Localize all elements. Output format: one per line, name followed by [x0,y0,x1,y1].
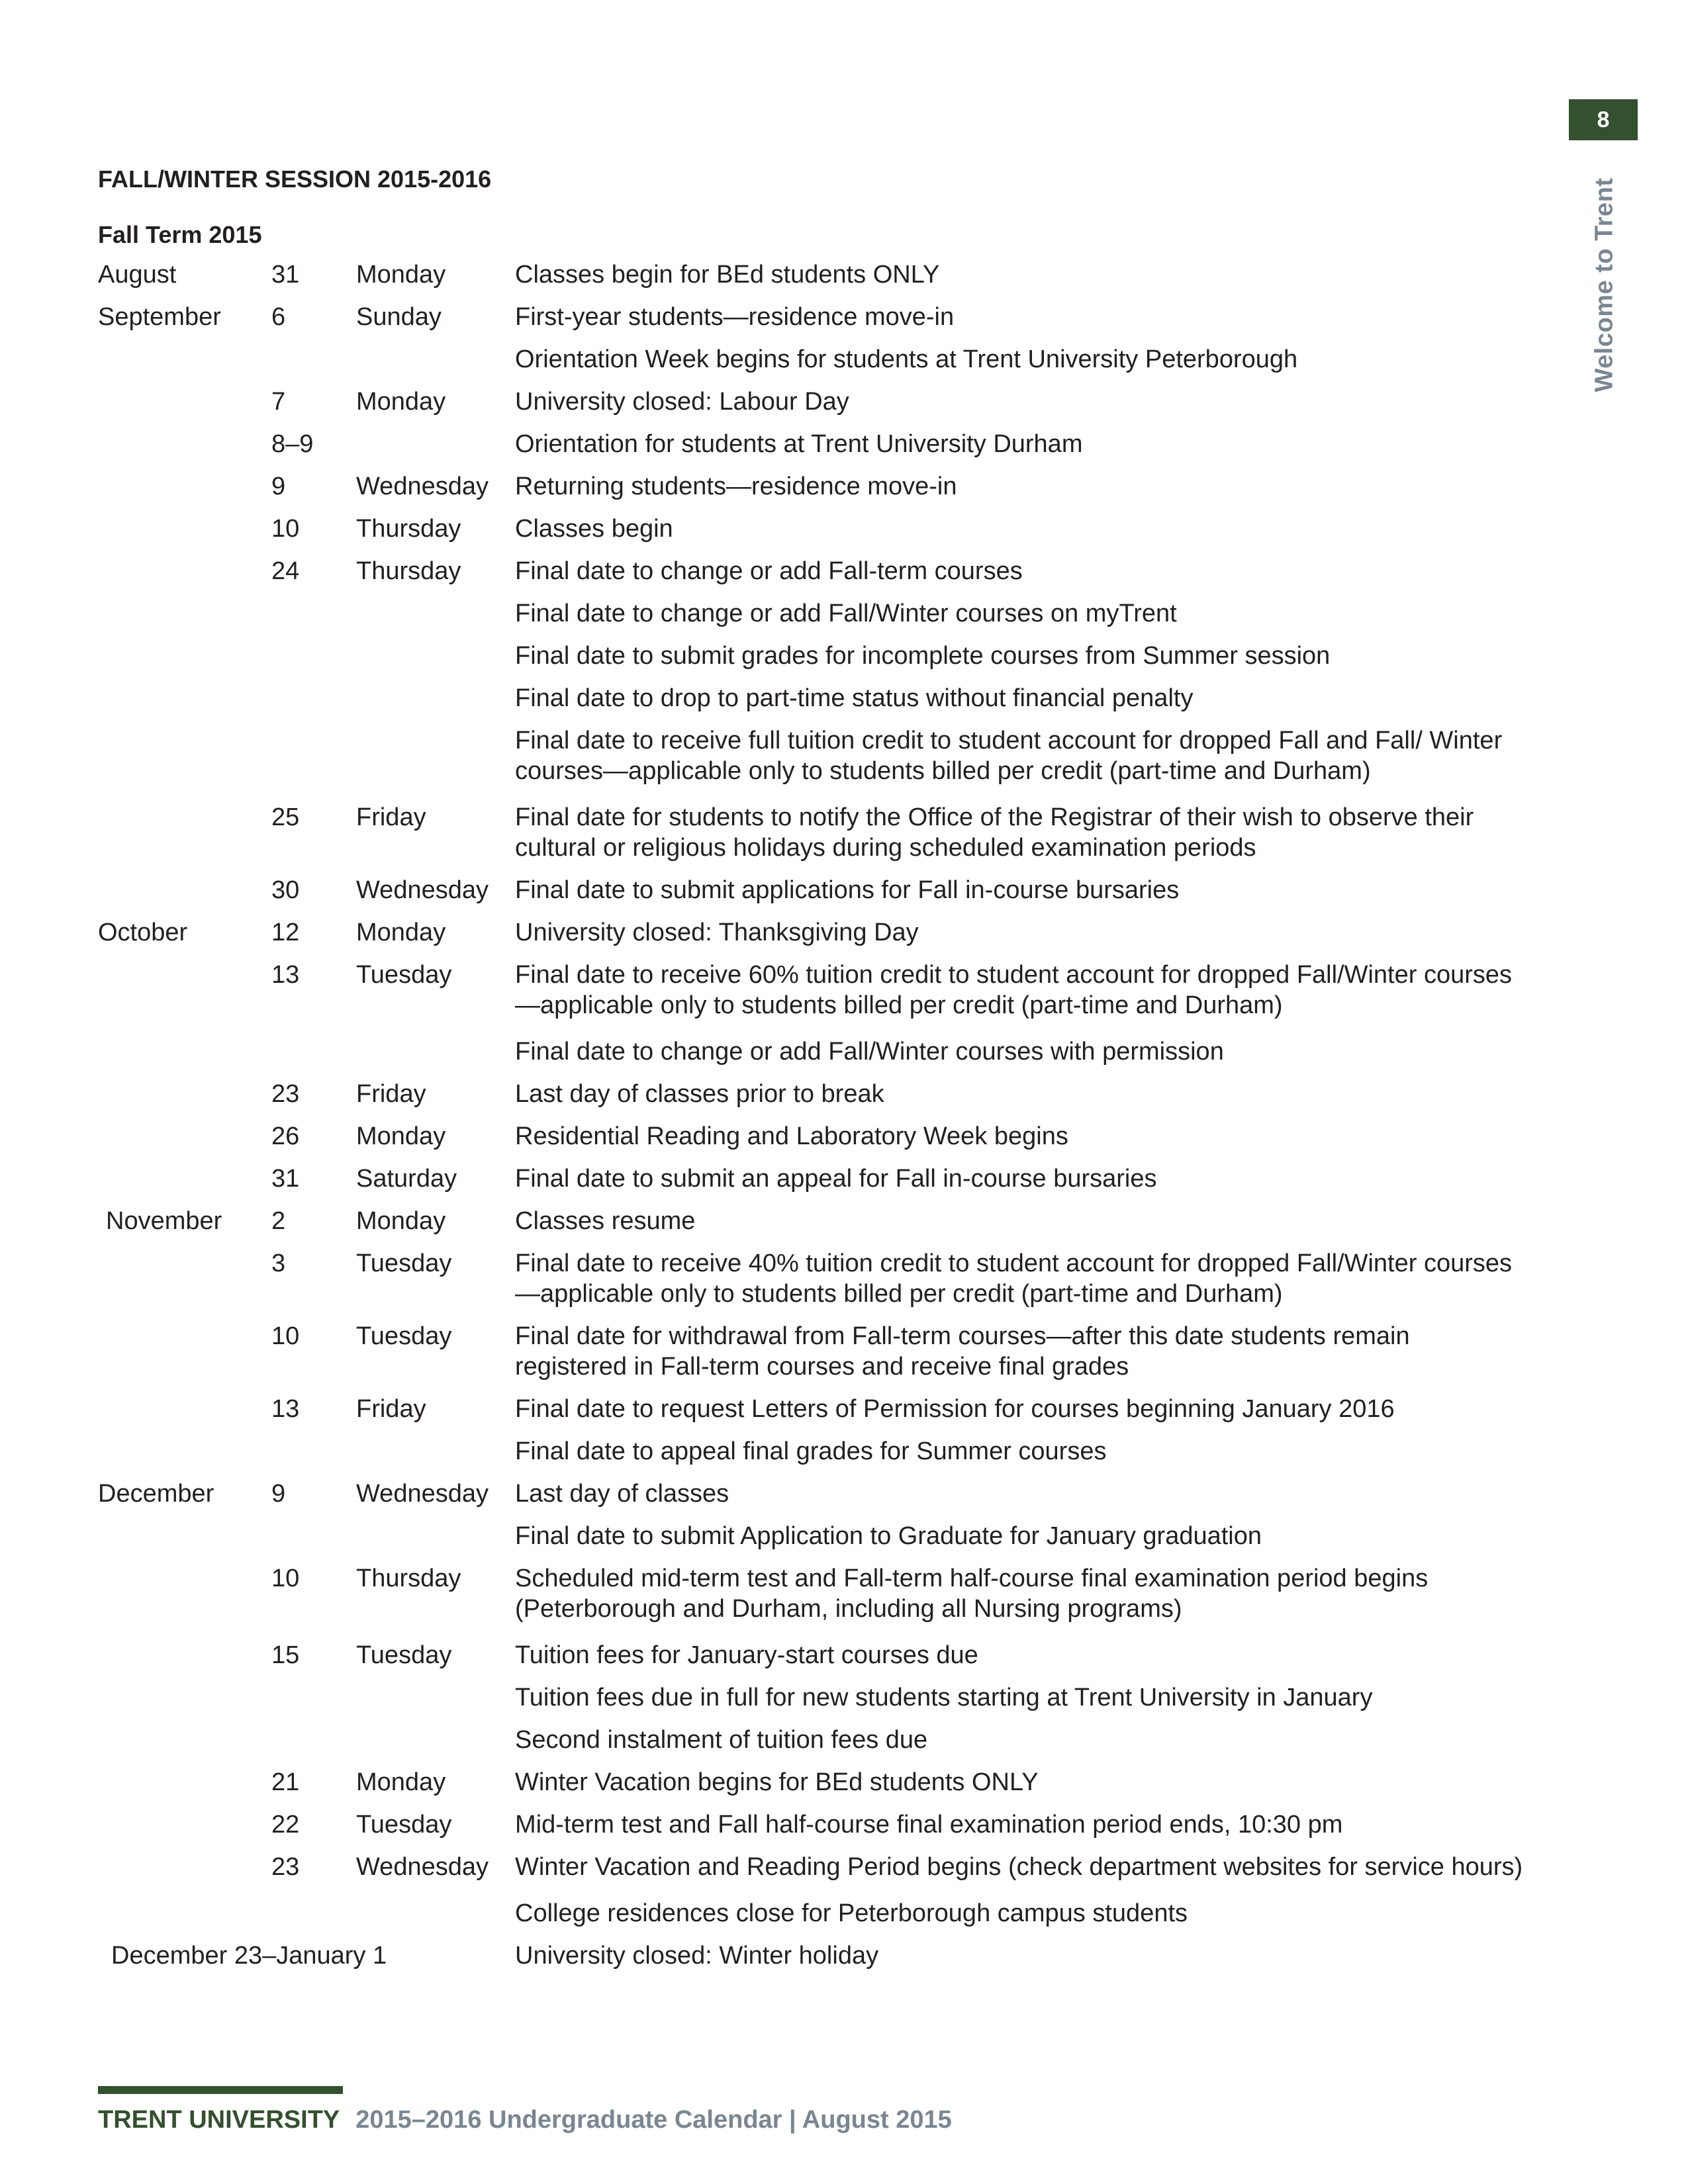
calendar-row [98,1121,1528,1152]
day-cell: 26 [271,1122,300,1150]
day-cell: 30 [271,876,300,904]
event-description: Classes begin for BEd students ONLY [515,261,940,289]
calendar-row [98,875,1528,905]
day-cell: 23 [271,1080,300,1108]
calendar-row [98,1852,1528,1882]
calendar-row [98,1436,1528,1467]
calendar-row [98,1809,1528,1840]
weekday-cell: Tuesday [356,1641,452,1669]
calendar-row [98,471,1528,502]
calendar-row [98,259,1528,290]
event-description: Final date for withdrawal from Fall-term courses—after this date students remain registered in Fall-term courses and receive final grades [515,1322,1410,1381]
event-description: Last day of classes prior to break [515,1080,884,1108]
day-cell: 23 [271,1853,300,1881]
day-cell: 2 [271,1207,286,1235]
day-cell: 10 [271,1322,300,1350]
calendar-row [98,641,1528,671]
footer [98,2106,952,2134]
calendar-row [98,1682,1528,1713]
event-description: Final date to submit applications for Fall in-course bursaries [515,876,1180,904]
calendar-row-holiday-range [98,1940,1528,1971]
weekday-cell: Monday [356,1122,446,1150]
day-cell: 31 [271,261,300,289]
calendar-row [98,917,1528,948]
date-range-cell: December 23–January 1 [111,1942,387,1970]
weekday-cell: Thursday [356,515,461,543]
weekday-cell: Tuesday [356,1811,452,1839]
calendar-row [98,1479,1528,1509]
weekday-cell: Monday [356,388,446,416]
weekday-cell: Monday [356,1207,446,1235]
event-description: University closed: Labour Day [515,388,849,416]
day-cell: 7 [271,388,286,416]
day-cell: 8–9 [271,430,314,458]
event-description: Final date for students to notify the Office of the Registrar of their wish to observe their cultural or religious holidays during scheduled examination periods [515,803,1474,862]
day-cell: 21 [271,1768,300,1796]
footer-rule [98,2086,343,2094]
weekday-cell: Thursday [356,557,461,585]
calendar-row [98,1898,1528,1929]
event-description: Classes resume [515,1207,696,1235]
event-description: Second instalment of tuition fees due [515,1726,928,1754]
calendar-row [98,1036,1528,1067]
event-description: Tuition fees for January-start courses due [515,1641,978,1669]
weekday-cell: Wednesday [356,473,489,500]
weekday-cell: Tuesday [356,1322,452,1350]
weekday-cell: Tuesday [356,1250,452,1277]
calendar-row [98,1206,1528,1236]
calendar-row [98,683,1528,713]
event-description: Orientation for students at Trent University Durham [515,430,1083,458]
calendar-row [98,514,1528,544]
calendar-row [98,387,1528,417]
event-description: Tuition fees due in full for new students starting at Trent University in January [515,1684,1373,1711]
section-side-label [1578,172,1631,397]
event-description: Winter Vacation begins for BEd students ONLY [515,1768,1039,1796]
weekday-cell: Friday [356,1395,426,1423]
event-description: First-year students—residence move-in [515,303,955,331]
event-description: Final date to change or add Fall/Winter courses on myTrent [515,600,1177,627]
event-description: Final date to appeal final grades for Summer courses [515,1437,1107,1465]
event-description: Final date to change or add Fall/Winter courses with permission [515,1038,1224,1066]
footer-subtitle: 2015–2016 Undergraduate Calendar | August 2015 [355,2106,952,2134]
day-cell: 10 [271,515,300,543]
month-cell: September [98,303,221,331]
weekday-cell: Monday [356,1768,446,1796]
calendar-row [98,802,1528,863]
weekday-cell: Wednesday [356,1480,489,1508]
month-cell: December [98,1480,214,1508]
weekday-cell: Monday [356,919,446,946]
event-description: Classes begin [515,515,673,543]
month-cell: November [106,1207,222,1235]
month-cell: August [98,261,177,289]
weekday-cell: Monday [356,261,446,289]
page-number: 8 [1597,107,1610,132]
calendar-row [98,1248,1528,1309]
calendar-row [98,1079,1528,1109]
calendar-row [98,725,1528,786]
day-cell: 3 [271,1250,286,1277]
day-cell: 31 [271,1165,300,1193]
calendar-row [98,429,1528,459]
day-cell: 15 [271,1641,300,1669]
day-cell: 22 [271,1811,300,1839]
event-description: Winter Vacation and Reading Period begins (check department websites for service hours) [515,1853,1523,1881]
session-title: FALL/WINTER SESSION 2015-2016 [98,165,492,193]
calendar-table [98,259,1528,1983]
calendar-row [98,1767,1528,1797]
weekday-cell: Wednesday [356,876,489,904]
event-description: Residential Reading and Laboratory Week begins [515,1122,1068,1150]
page-number-badge [1569,99,1638,140]
weekday-cell: Friday [356,1080,426,1108]
event-description: Returning students—residence move-in [515,473,957,500]
day-cell: 9 [271,1480,286,1508]
calendar-row [98,1640,1528,1670]
event-description: Final date to submit an appeal for Fall in-course bursaries [515,1165,1157,1193]
day-cell: 24 [271,557,300,585]
day-cell: 25 [271,803,300,831]
event-description: Final date to change or add Fall-term courses [515,557,1023,585]
day-cell: 13 [271,1395,300,1423]
day-cell: 10 [271,1565,300,1592]
event-description: University closed: Thanksgiving Day [515,919,919,946]
event-description: Orientation Week begins for students at Trent University Peterborough [515,345,1298,373]
day-cell: 6 [271,303,286,331]
calendar-row [98,1163,1528,1194]
event-description: Mid-term test and Fall half-course final examination period ends, 10:30 pm [515,1811,1343,1839]
day-cell: 12 [271,919,300,946]
calendar-row [98,302,1528,332]
weekday-cell: Friday [356,803,426,831]
calendar-row [98,1394,1528,1424]
footer-org: TRENT UNIVERSITY [98,2106,340,2134]
event-description: Scheduled mid-term test and Fall-term half-course final examination period begins (Peterborough and Durham, including all Nursing programs) [515,1565,1429,1623]
weekday-cell: Thursday [356,1565,461,1592]
term-title: Fall Term 2015 [98,221,262,248]
calendar-row [98,598,1528,629]
event-description: Final date to receive full tuition credit to student account for dropped Fall and Fall/ Winter courses—applicable only to students billed per credit (part-time and Durham) [515,727,1503,785]
event-description: Last day of classes [515,1480,729,1508]
day-cell: 13 [271,961,300,989]
event-description: Final date to request Letters of Permission for courses beginning January 2016 [515,1395,1395,1423]
day-cell: 9 [271,473,286,500]
event-description: Final date to receive 40% tuition credit to student account for dropped Fall/Winter courses—applicable only to students billed per credit (part-time and Durham) [515,1250,1513,1308]
weekday-cell: Sunday [356,303,442,331]
weekday-cell: Wednesday [356,1853,489,1881]
event-description: Final date to receive 60% tuition credit to student account for dropped Fall/Winter courses—applicable only to students billed per credit (part-time and Durham) [515,961,1513,1019]
event-description: Final date to submit grades for incomplete courses from Summer session [515,642,1331,670]
weekday-cell: Tuesday [356,961,452,989]
calendar-row [98,1725,1528,1755]
calendar-row [98,344,1528,375]
calendar-row [98,1321,1528,1382]
event-description: Final date to submit Application to Graduate for January graduation [515,1522,1262,1550]
month-cell: October [98,919,188,946]
weekday-cell: Saturday [356,1165,457,1193]
side-label-text: Welcome to Trent [1590,177,1618,392]
calendar-row [98,960,1528,1021]
event-description: Final date to drop to part-time status without financial penalty [515,684,1194,712]
calendar-row [98,1563,1528,1624]
calendar-row [98,1521,1528,1551]
event-description: University closed: Winter holiday [515,1942,879,1970]
calendar-row [98,556,1528,586]
event-description: College residences close for Peterborough campus students [515,1899,1188,1927]
